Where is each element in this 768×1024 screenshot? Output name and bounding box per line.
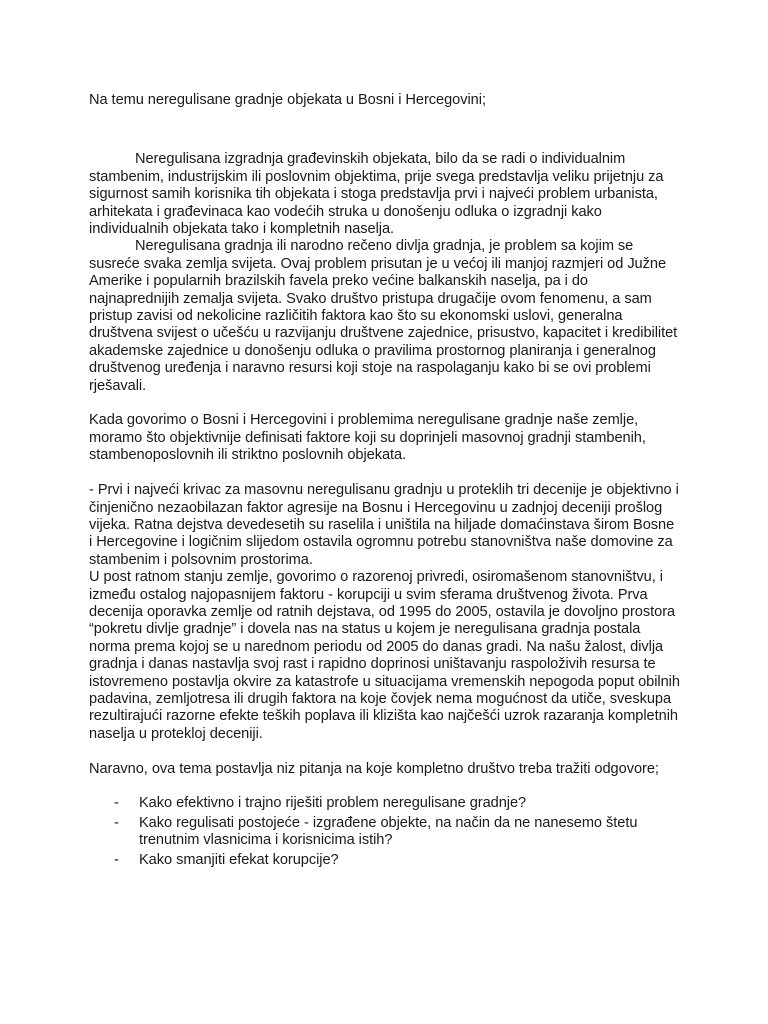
list-marker: - [114, 795, 119, 812]
spacer [89, 395, 681, 412]
document-title: Na temu neregulisane gradnje objekata u Bosni i Hercegovini; [89, 92, 486, 108]
paragraph-illegal-construction: Neregulisana gradnja ili narodno rečeno divlja gradnja, je problem sa kojim se susreće svaka zemlja svijeta. Ovaj problem prisutan je u većoj ili manjoj razmjeri od Južne Amerike i popularnih brazilskih favela preko većine balkanskih naselja, pa i do najnaprednijih zemalja svijeta. Svako društvo pristupa drugačije ovom fenomenu, a sam pristup zavisi od nekolicine različitih faktora kao što su ekonomski uslovi, generalna društvena svijest o učešću u razvijanju društvene zajednice, prisustvo, kapacitet i kredibilitet akademske zajednice u donošenju odluka o pravilima prostornog planiranja i generalnog društvenog uređenja i naravno resursi koji stoje na raspolaganju kako bi se ovi problemi rješavali. [89, 238, 678, 394]
list-marker: - [114, 814, 119, 831]
spacer [89, 778, 681, 795]
paragraph-war-cause: - Prvi i najveći krivac za masovnu neregulisanu gradnju u proteklih tri decenije je objektivno i činjenično nezaobilazan faktor agresije na Bosnu i Hercegovinu u zadnjoj deceniji prošlog vijeka. Ratna dejstva devedesetih su raselila i uništila na hiljade domaćinstava širom Bosne i Hercegovine i logičnim slijedom ostavila ogromnu potrebu stanovništva naše domovine za stambenim i polsovnim prostorima. [89, 482, 679, 568]
list-item [114, 852, 681, 869]
paragraph-questions-intro: Naravno, ova tema postavlja niz pitanja na koje kompletno društvo treba tražiti odgovore; [89, 760, 659, 777]
question-text: Kako regulisati postojeće - izgrađene objekte, na način da ne nanesemo štetu trenutnim vlasnicima i korisnicima istih? [139, 814, 638, 849]
question-text: Kako smanjiti efekat korupcije? [139, 851, 339, 868]
list-item [114, 815, 681, 850]
list-marker: - [114, 851, 119, 868]
document-body [89, 92, 681, 871]
paragraph-intro: Neregulisana izgradnja građevinskih objekata, bilo da se radi o individualnim stambenim, industrijskim ili poslovnim objektima, prije svega predstavlja veliku prijetnju za sigurnost samih korisnika tih objekata i stoga predstavlja prvi i najveći problem urbanista, arhitekata i građevinaca kao vodećih struka u donošenju odluka o izgradnji kako individualnih objekata tako i kompletnih naselja. [89, 151, 664, 238]
paragraph-post-war: U post ratnom stanju zemlje, govorimo o razorenoj privredi, osiromašenom stanovništvu, i između ostalog najopasnijem faktoru - korupciji u svim sferama društvenog života. Prva decenija oporavka zemlje od ratnih dejstava, od 1995 do 2005, ostavila je dovoljno prostora “pokretu divlje gradnje” i dovela nas na status u kojem je neregulisana gradnja postala norma prema kojoj se u narednom periodu od 2005 do danas gradi. Na našu žalost, divlja gradnja i danas nastavlja svoj rast i rapidno doprinosi uništavanju raspoloživih resursa te istovremeno postavlja okvire za katastrofe u situacijama vremenskih nepogoda poput obilnih padavina, zemljotresa ili drugih faktora na koje čovjek nema mogućnost da utiče, sveskupa rezultirajući razorne efekte teških poplava ili klizišta kao najčešći uzrok razaranja kompletnih naselja u protekloj deceniji. [89, 569, 680, 742]
spacer [89, 743, 681, 760]
question-text: Kako efektivno i trajno riješiti problem neregulisane gradnje? [139, 795, 527, 812]
list-item [114, 795, 681, 812]
paragraph-bih-factors: Kada govorimo o Bosni i Hercegovini i problemima neregulisane gradnje naše zemlje, moramo što objektivnije definisati faktore koji su doprinjeli masovnoj gradnji stambenih, stambenoposlovnih ili striktno poslovnih objekata. [89, 412, 646, 464]
spacer [89, 465, 681, 482]
spacer [89, 109, 681, 151]
question-list [89, 795, 681, 869]
